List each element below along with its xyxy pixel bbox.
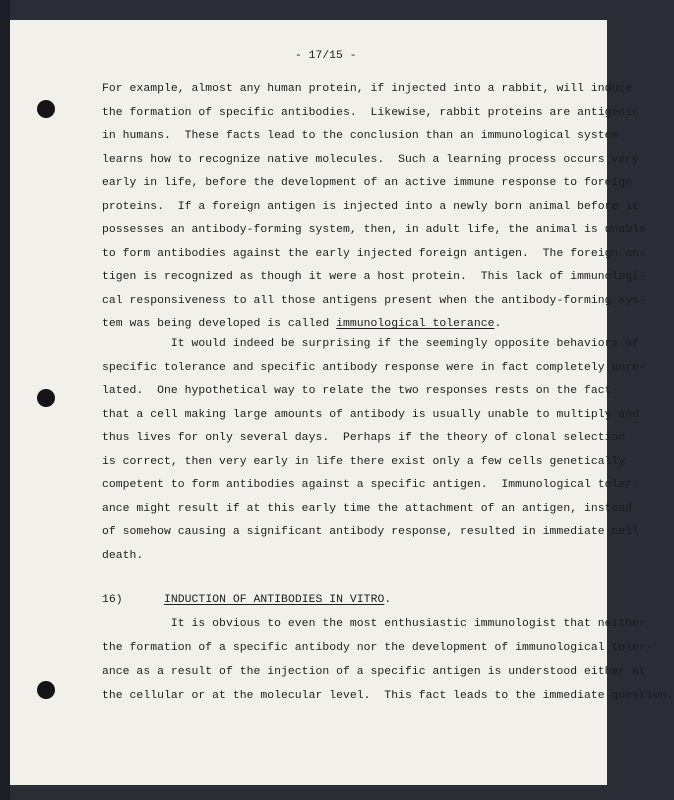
text-line: in humans. These facts lead to the conclusion than an immunological system	[102, 130, 619, 142]
text-segment: .	[494, 318, 502, 330]
section-number: 16)	[102, 594, 123, 606]
section-title: INDUCTION OF ANTIBODIES IN VITRO	[164, 594, 385, 606]
text-line: tigen is recognized as though it were a host protein. This lack of immunologi-	[102, 271, 646, 283]
text-line: ance might result if at this early time the attachment of an antigen, instead	[102, 502, 633, 515]
text-line: death.	[102, 549, 144, 562]
punch-hole-top	[37, 100, 55, 118]
underlined-term: immunological tolerance	[336, 318, 495, 330]
text-line: of somehow causing a significant antibody response, resulted in immediate cell	[102, 526, 640, 538]
page-number: - 17/15 -	[295, 50, 357, 62]
text-line: proteins. If a foreign antigen is injected into a newly born animal before it	[102, 200, 640, 213]
section-title-suffix: .	[384, 594, 392, 606]
text-line: ance as a result of the injection of a specific antigen is understood either at	[102, 666, 646, 678]
text-line: thus lives for only several days. Perhaps if the theory of clonal selection	[102, 432, 626, 444]
document-page	[10, 20, 674, 785]
text-line: the formation of specific antibodies. Likewise, rabbit proteins are antigenic	[102, 106, 640, 119]
text-line: For example, almost any human protein, if injected into a rabbit, will induce	[102, 83, 633, 95]
text-line: It is obvious to even the most enthusiastic immunologist that neither	[102, 618, 646, 630]
text-line: early in life, before the development of an active immune response to foreign	[102, 177, 633, 189]
text-line: competent to form antibodies against a specific antigen. Immunological toler-	[102, 479, 640, 491]
text-line: lated. One hypothetical way to relate the two responses rests on the fact	[102, 385, 612, 397]
text-line: It would indeed be surprising if the seemingly opposite behaviors of	[102, 338, 640, 350]
text-line: is correct, then very early in life there exist only a few cells genetically	[102, 455, 626, 468]
text-line: cal responsiveness to all those antigens present when the antibody-forming sys-	[102, 294, 646, 307]
scan-edge	[0, 0, 10, 800]
text-line: that a cell making large amounts of antibody is usually unable to multiply and	[102, 408, 640, 421]
section-heading	[102, 594, 391, 606]
text-line: possesses an antibody-forming system, then, in adult life, the animal is unable	[102, 224, 646, 236]
text-line: to form antibodies against the early injected foreign antigen. The foreign an-	[102, 247, 646, 260]
text-line-with-term	[102, 318, 501, 330]
text-segment: tem was being developed is called	[102, 318, 337, 330]
text-line: specific tolerance and specific antibody response were in fact completely unre-	[102, 361, 646, 374]
text-line: the cellular or at the molecular level. This fact leads to the immediate question:	[102, 690, 674, 702]
text-line: learns how to recognize native molecules. Such a learning process occurs very	[102, 153, 640, 166]
text-line: the formation of a specific antibody nor the development of immunological toler-	[102, 642, 653, 654]
punch-hole-bottom	[37, 681, 55, 699]
punch-hole-middle	[37, 389, 55, 407]
